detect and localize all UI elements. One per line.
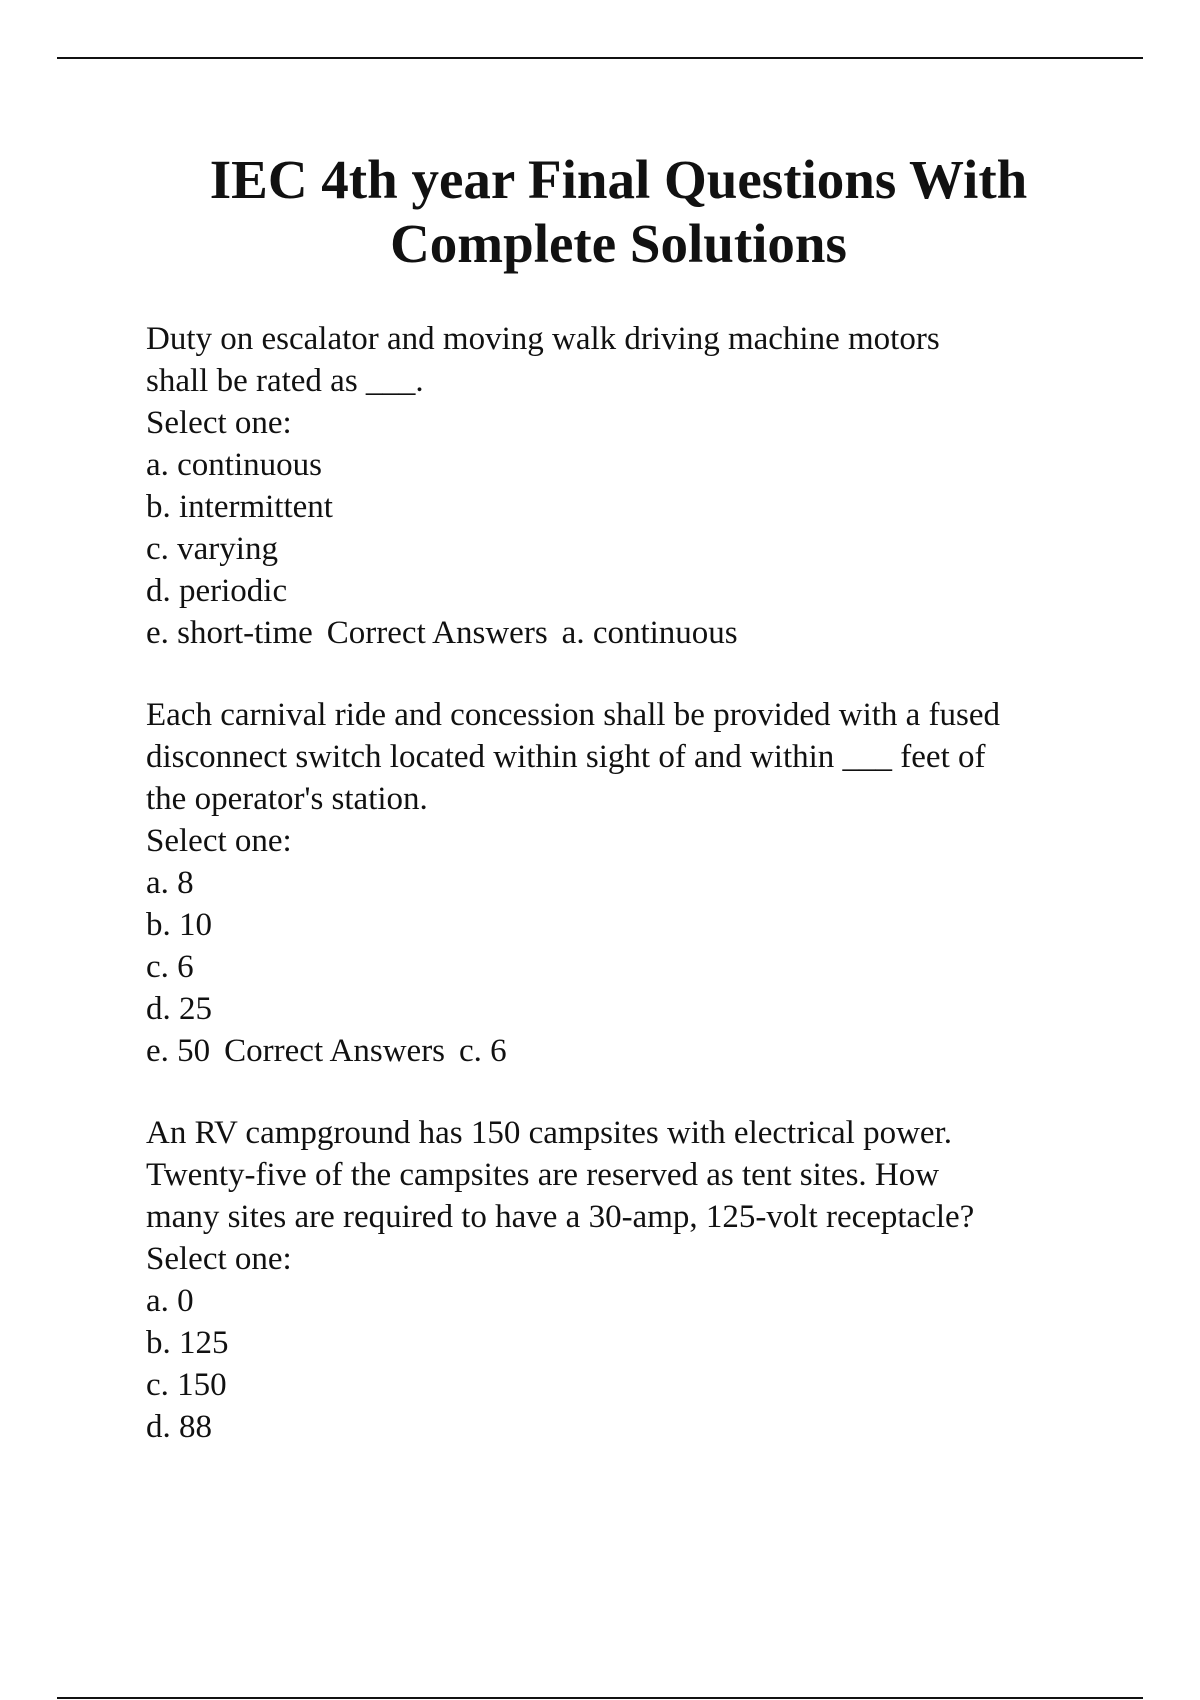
option-b: b. intermittent xyxy=(146,489,333,525)
question-stem-line: An RV campground has 150 campsites with electrical power. xyxy=(146,1115,952,1151)
option-e-with-answer xyxy=(146,1030,1146,1072)
title-line-2: Complete Solutions xyxy=(390,213,847,274)
option-a: a. 8 xyxy=(146,865,194,901)
title-line-1: IEC 4th year Final Questions With xyxy=(209,149,1028,210)
top-rule xyxy=(57,57,1143,59)
question-list xyxy=(146,318,1146,1488)
option-e: e. 50 xyxy=(146,1033,211,1069)
question-3 xyxy=(146,1112,1146,1448)
question-stem-line: the operator's station. xyxy=(146,781,428,817)
correct-answer: c. 6 xyxy=(459,1033,507,1069)
option-c: c. 6 xyxy=(146,949,194,985)
select-one-label: Select one: xyxy=(146,823,292,859)
option-d: d. 88 xyxy=(146,1409,212,1445)
option-b: b. 125 xyxy=(146,1325,229,1361)
question-1 xyxy=(146,318,1146,654)
correct-answers-label: Correct Answers xyxy=(224,1033,446,1069)
question-2 xyxy=(146,694,1146,1072)
option-c: c. varying xyxy=(146,531,278,567)
select-one-label: Select one: xyxy=(146,405,292,441)
option-d: d. periodic xyxy=(146,573,288,609)
question-stem-line: Each carnival ride and concession shall be provided with a fused xyxy=(146,697,1001,733)
correct-answer: a. continuous xyxy=(561,615,738,651)
question-stem-line: disconnect switch located within sight of and within ___ feet of xyxy=(146,739,986,775)
option-b: b. 10 xyxy=(146,907,212,943)
option-a: a. 0 xyxy=(146,1283,194,1319)
question-stem-line: Twenty-five of the campsites are reserved as tent sites. How xyxy=(146,1157,940,1193)
document-title xyxy=(100,148,1137,276)
question-stem-line: shall be rated as ___. xyxy=(146,363,424,399)
option-d: d. 25 xyxy=(146,991,212,1027)
option-c: c. 150 xyxy=(146,1367,227,1403)
select-one-label: Select one: xyxy=(146,1241,292,1277)
bottom-rule xyxy=(57,1697,1143,1699)
question-stem-line: Duty on escalator and moving walk driving machine motors xyxy=(146,321,940,357)
correct-answers-label: Correct Answers xyxy=(326,615,548,651)
option-e: e. short-time xyxy=(146,615,313,651)
option-e-with-answer xyxy=(146,612,1146,654)
question-stem-line: many sites are required to have a 30-amp, 125-volt receptacle? xyxy=(146,1199,975,1235)
option-a: a. continuous xyxy=(146,447,322,483)
